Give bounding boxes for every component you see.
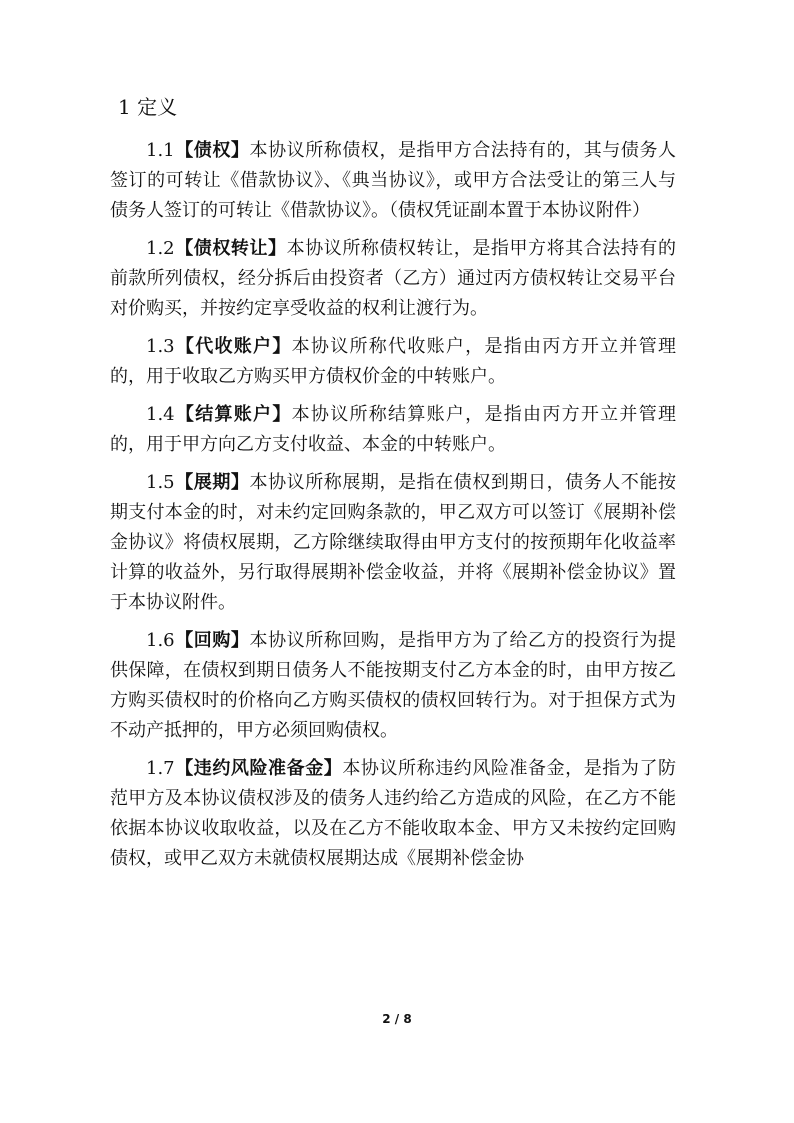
- clause-1-7: [110, 754, 676, 874]
- clause-text: 本协议所称结算账户，是指由丙方开立并管理的，用于甲方向乙方支付收益、本金的中转账户。: [110, 404, 677, 455]
- page-number: 2 / 8: [382, 1012, 412, 1026]
- clause-number: 1.2: [146, 238, 175, 259]
- clause-number: 1.5: [146, 472, 175, 493]
- clause-number: 1.7: [146, 758, 175, 779]
- clause-list: [110, 136, 676, 882]
- clause-1-5: [110, 468, 676, 618]
- clause-term: 【代收账户】: [174, 336, 292, 357]
- clause-term: 【债权】: [174, 140, 250, 161]
- clause-1-6: [110, 626, 676, 746]
- clause-text: 本协议所称债权转让，是指甲方将其合法持有的前款所列债权，经分拆后由投资者（乙方）通过丙方债权转让交易平台对价购买，并按约定享受收益的权利让渡行为。: [110, 238, 677, 319]
- clause-text: 本协议所称违约风险准备金，是指为了防范甲方及本协议债权涉及的债务人违约给乙方造成的风险，在乙方不能依据本协议收取收益，以及在乙方不能收取本金、甲方又未按约定回购债权，或甲乙双方未就债权展期达成《展期补偿金协: [110, 758, 677, 869]
- clause-text: 本协议所称债权，是指甲方合法持有的，其与债务人签订的可转让《借款协议》、《典当协议》，或甲方合法受让的第三人与债务人签订的可转让《借款协议》。（债权凭证副本置于本协议附件）: [110, 140, 677, 221]
- clause-1-2: [110, 234, 676, 324]
- clause-number: 1.1: [146, 140, 175, 161]
- clause-1-1: [110, 136, 676, 226]
- clause-text: 本协议所称回购，是指甲方为了给乙方的投资行为提供保障，在债权到期日债务人不能按期支付乙方本金的时，由甲方按乙方购买债权时的价格向乙方购买债权的债权回转行为。对于担保方式为不动产抵押的，甲方必须回购债权。: [110, 630, 677, 741]
- clause-1-3: [110, 332, 676, 392]
- clause-number: 1.6: [146, 630, 175, 651]
- clause-term: 【债权转让】: [174, 238, 287, 259]
- clause-text: 本协议所称代收账户，是指由丙方开立并管理的，用于收取乙方购买甲方债权价金的中转账户。: [110, 336, 677, 387]
- clause-text: 本协议所称展期，是指在债权到期日，债务人不能按期支付本金的时，对未约定回购条款的，甲乙双方可以签订《展期补偿金协议》将债权展期，乙方除继续取得由甲方支付的按预期年化收益率计算的收益外，另行取得展期补偿金收益，并将《展期补偿金协议》置于本协议附件。: [110, 472, 677, 613]
- section-title: 1 定义: [118, 95, 178, 119]
- clause-number: 1.4: [146, 404, 175, 425]
- clause-term: 【结算账户】: [174, 404, 292, 425]
- clause-number: 1.3: [146, 336, 175, 357]
- clause-term: 【展期】: [174, 472, 250, 493]
- clause-term: 【回购】: [174, 630, 250, 651]
- clause-term: 【违约风险准备金】: [174, 758, 343, 779]
- clause-1-4: [110, 400, 676, 460]
